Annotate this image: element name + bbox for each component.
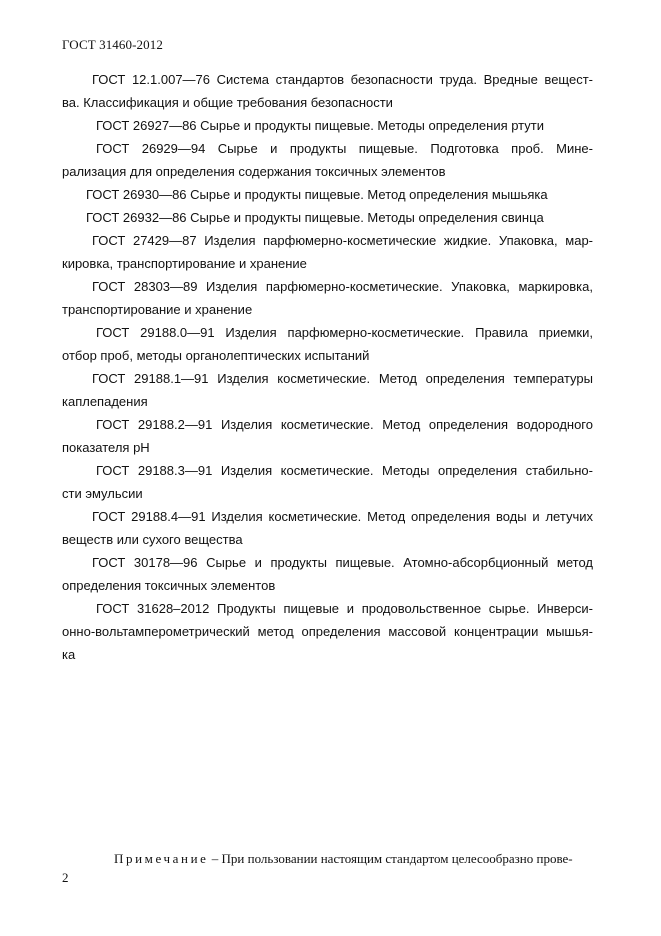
document-header: ГОСТ 31460-2012 — [62, 37, 163, 52]
reference-line: показателя рН — [62, 440, 150, 455]
reference-item — [62, 367, 593, 413]
reference-item — [62, 275, 593, 321]
reference-line: определения токсичных элементов — [62, 578, 276, 593]
reference-line: ГОСТ 29188.0—91 Изделия парфюмерно-косметические. Правила приемки, — [96, 325, 593, 340]
reference-line: онно-вольтамперометрический метод определения массовой концентрации мышья- — [62, 624, 593, 639]
reference-line: сти эмульсии — [62, 486, 143, 501]
reference-line: отбор проб, методы органолептических испытаний — [62, 348, 370, 363]
reference-item — [62, 114, 593, 137]
reference-line: каплепадения — [62, 394, 148, 409]
reference-line: ГОСТ 29188.3—91 Изделия косметические. Методы определения стабильно- — [96, 463, 593, 478]
reference-line: ГОСТ 30178—96 Сырье и продукты пищевые. Атомно-абсорбционный метод — [92, 555, 593, 570]
page-number: 2 — [62, 870, 69, 885]
reference-item — [62, 137, 593, 183]
reference-line: ГОСТ 28303—89 Изделия парфюмерно-косметические. Упаковка, маркировка, — [92, 279, 593, 294]
reference-line: ГОСТ 26932—86 Сырье и продукты пищевые. Методы определения свинца — [86, 210, 544, 225]
reference-item — [62, 505, 593, 551]
reference-line: ГОСТ 29188.2—91 Изделия косметические. Метод определения водородного — [96, 417, 593, 432]
reference-line: ГОСТ 12.1.007—76 Система стандартов безопасности труда. Вредные вещест- — [92, 72, 593, 87]
reference-item — [62, 459, 593, 505]
reference-line: ка — [62, 647, 76, 662]
reference-line: транспортирование и хранение — [62, 302, 253, 317]
reference-line: ва. Классификация и общие требования безопасности — [62, 95, 393, 110]
reference-line: веществ или сухого вещества — [62, 532, 243, 547]
reference-item — [62, 551, 593, 597]
note-paragraph — [114, 851, 596, 867]
reference-line: ГОСТ 29188.4—91 Изделия косметические. Метод определения воды и летучих — [92, 509, 593, 524]
reference-line: ГОСТ 26929—94 Сырье и продукты пищевые. Подготовка проб. Мине- — [96, 141, 593, 156]
reference-item — [62, 229, 593, 275]
reference-line: ГОСТ 27429—87 Изделия парфюмерно-косметические жидкие. Упаковка, мар- — [92, 233, 593, 248]
reference-line: ГОСТ 26927—86 Сырье и продукты пищевые. Методы определения ртути — [96, 118, 544, 133]
reference-item — [62, 183, 593, 206]
reference-line: ГОСТ 29188.1—91 Изделия косметические. Метод определения температуры — [92, 371, 593, 386]
note-label: Примечание — [114, 851, 209, 866]
reference-line: ГОСТ 31628–2012 Продукты пищевые и продовольственное сырье. Инверси- — [96, 601, 593, 616]
reference-item — [62, 68, 593, 114]
reference-line: рализация для определения содержания токсичных элементов — [62, 164, 446, 179]
reference-item — [62, 413, 593, 459]
reference-item — [62, 321, 593, 367]
note-text: – При пользовании настоящим стандартом целесообразно прове- — [208, 851, 573, 866]
normative-references-list — [62, 68, 593, 666]
reference-item — [62, 206, 593, 229]
reference-line: кировка, транспортирование и хранение — [62, 256, 307, 271]
reference-item — [62, 597, 593, 666]
reference-line: ГОСТ 26930—86 Сырье и продукты пищевые. Метод определения мышьяка — [86, 187, 548, 202]
